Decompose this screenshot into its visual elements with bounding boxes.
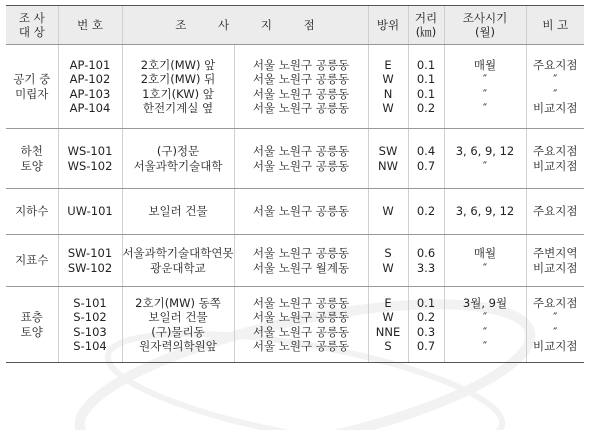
direction-line: E (384, 57, 392, 72)
direction-cell (368, 45, 408, 129)
distance-line: 0.1 (416, 72, 436, 86)
distance-line: 0.1 (416, 295, 436, 310)
address-line: 서울 노원구 공릉동 (252, 72, 350, 86)
table-row (6, 189, 584, 235)
category-cell (6, 235, 58, 287)
direction-line: S (384, 339, 392, 353)
address-cell (234, 189, 368, 235)
distance-cell (408, 129, 444, 189)
remark-line: 비교지점 (533, 260, 578, 275)
distance-line: 3.3 (416, 260, 436, 275)
address-line: 서울 노원구 공릉동 (252, 324, 350, 339)
place-cell (122, 235, 234, 287)
remark-cell (526, 235, 584, 287)
remark-cell (526, 189, 584, 235)
address-cell (234, 129, 368, 189)
category-line: 공기 중 (13, 72, 51, 86)
remark-line: 주변지역 (533, 246, 578, 260)
place-line: 2호기(MW) 뒤 (140, 72, 216, 86)
place-line: 한전기계실 옆 (142, 101, 214, 115)
code-line: S-103 (73, 324, 107, 339)
code-line: UW-101 (67, 204, 113, 219)
direction-cell (368, 235, 408, 287)
table-header-row (6, 6, 584, 45)
distance-cell (408, 287, 444, 363)
place-line: 서울과학기술대학연못 (122, 246, 234, 260)
distance-line: 0.2 (416, 310, 436, 324)
code-line: AP-101 (69, 57, 111, 72)
period-line: ″ (482, 101, 488, 115)
direction-cell (368, 129, 408, 189)
table-row (6, 129, 584, 189)
distance-line: 0.1 (416, 86, 436, 101)
direction-line: W (382, 260, 394, 275)
category-line: 미립자 (15, 86, 49, 101)
distance-cell (408, 189, 444, 235)
period-line: 3, 6, 9, 12 (455, 144, 515, 158)
place-line: 2호기(MW) 동쪽 (135, 295, 221, 310)
code-line: SW-101 (67, 246, 113, 260)
header-location: 조 사 지 점 (122, 6, 368, 45)
address-line: 서울 노원구 공릉동 (252, 246, 350, 260)
place-line: (구)정문 (156, 144, 200, 158)
distance-cell (408, 45, 444, 129)
place-line: 보일러 건물 (148, 310, 208, 324)
direction-cell (368, 287, 408, 363)
period-line: 3월, 9월 (462, 295, 508, 310)
distance-line: 0.7 (416, 158, 436, 173)
distance-cell (408, 235, 444, 287)
remark-line: 비교지점 (533, 101, 578, 115)
code-cell (58, 235, 122, 287)
code-cell (58, 45, 122, 129)
distance-line: 0.4 (416, 144, 436, 158)
address-line: 서울 노원구 공릉동 (252, 57, 350, 72)
code-cell (58, 287, 122, 363)
place-cell (122, 45, 234, 129)
remark-cell (526, 129, 584, 189)
place-cell (122, 129, 234, 189)
direction-line: NW (378, 158, 398, 173)
category-line: 토양 (20, 324, 43, 339)
header-direction: 방위 (368, 6, 408, 45)
period-line: ″ (482, 339, 488, 353)
remark-line: 주요지점 (533, 204, 578, 219)
header-code: 번 호 (58, 6, 122, 45)
category-cell (6, 189, 58, 235)
place-line: 원자력의학원앞 (139, 339, 217, 353)
code-line: S-104 (73, 339, 107, 353)
address-line: 서울 노원구 공릉동 (252, 101, 350, 115)
direction-cell (368, 189, 408, 235)
address-cell (234, 235, 368, 287)
address-line: 서울 노원구 공릉동 (252, 144, 350, 158)
table-row (6, 45, 584, 129)
direction-line: W (382, 101, 394, 115)
address-cell (234, 45, 368, 129)
place-line: 1호기(KW) 앞 (142, 86, 214, 101)
remark-line: ″ (553, 86, 558, 101)
address-line: 서울 노원구 공릉동 (252, 339, 350, 353)
remark-line: ″ (553, 324, 558, 339)
header-remark: 비 고 (526, 6, 584, 45)
survey-site-table (6, 5, 584, 363)
period-cell (444, 287, 526, 363)
period-line: ″ (482, 310, 488, 324)
distance-line: 0.3 (416, 324, 436, 339)
remark-line: ″ (553, 310, 558, 324)
period-line: ″ (482, 158, 488, 173)
category-line: 표층 (20, 310, 43, 324)
code-cell (58, 189, 122, 235)
code-line: WS-101 (67, 144, 113, 158)
remark-line: 주요지점 (533, 144, 578, 158)
code-line: AP-103 (69, 86, 111, 101)
code-line: SW-102 (67, 260, 113, 275)
category-cell (6, 45, 58, 129)
place-line: 서울과학기술대학 (133, 158, 223, 173)
category-cell (6, 129, 58, 189)
code-line: AP-104 (69, 101, 111, 115)
distance-line: 0.2 (416, 101, 436, 115)
category-line: 지표수 (15, 253, 49, 268)
period-cell (444, 45, 526, 129)
period-line: ″ (482, 260, 488, 275)
category-line: 하천 (20, 144, 43, 158)
address-line: 서울 노원구 공릉동 (252, 86, 350, 101)
place-line: (구)물리동 (151, 324, 205, 339)
period-line: 3, 6, 9, 12 (455, 204, 515, 219)
address-line: 서울 노원구 공릉동 (252, 204, 350, 219)
direction-line: N (383, 86, 393, 101)
place-line: 광운대학교 (150, 260, 206, 275)
remark-line: 주요지점 (533, 57, 578, 72)
place-line: 2호기(MW) 앞 (140, 57, 216, 72)
header-distance: 거리 (㎞) (408, 6, 444, 45)
address-line: 서울 노원구 공릉동 (252, 310, 350, 324)
place-cell (122, 287, 234, 363)
distance-line: 0.1 (416, 57, 436, 72)
code-line: WS-102 (67, 158, 113, 173)
code-cell (58, 129, 122, 189)
address-cell (234, 287, 368, 363)
distance-line: 0.2 (416, 204, 436, 219)
period-line: ″ (482, 86, 488, 101)
period-cell (444, 129, 526, 189)
address-line: 서울 노원구 공릉동 (252, 158, 350, 173)
period-line: 매월 (473, 246, 497, 260)
remark-line: 비교지점 (533, 339, 578, 353)
direction-line: W (382, 204, 394, 219)
place-line: 보일러 건물 (148, 204, 208, 219)
code-line: AP-102 (69, 72, 111, 86)
header-category: 조 사 대 상 (6, 6, 58, 45)
remark-line: 비교지점 (533, 158, 578, 173)
header-period: 조사시기 (월) (444, 6, 526, 45)
table-row (6, 287, 584, 363)
period-cell (444, 189, 526, 235)
remark-cell (526, 287, 584, 363)
period-cell (444, 235, 526, 287)
direction-line: NNE (375, 324, 401, 339)
code-line: S-101 (73, 295, 107, 310)
period-line: ″ (482, 72, 488, 86)
table-row (6, 235, 584, 287)
direction-line: W (382, 310, 394, 324)
distance-line: 0.6 (416, 246, 436, 260)
category-line: 토양 (20, 158, 43, 173)
direction-line: E (384, 295, 392, 310)
direction-line: W (382, 72, 394, 86)
remark-cell (526, 45, 584, 129)
period-line: 매월 (473, 57, 497, 72)
code-line: S-102 (73, 310, 107, 324)
remark-line: 주요지점 (533, 295, 578, 310)
remark-line: ″ (553, 72, 558, 86)
direction-line: SW (378, 144, 398, 158)
category-line: 지하수 (15, 204, 49, 219)
address-line: 서울 노원구 월계동 (252, 260, 350, 275)
distance-line: 0.7 (416, 339, 436, 353)
place-cell (122, 189, 234, 235)
direction-line: S (384, 246, 392, 260)
address-line: 서울 노원구 공릉동 (252, 295, 350, 310)
period-line: ″ (482, 324, 488, 339)
category-cell (6, 287, 58, 363)
